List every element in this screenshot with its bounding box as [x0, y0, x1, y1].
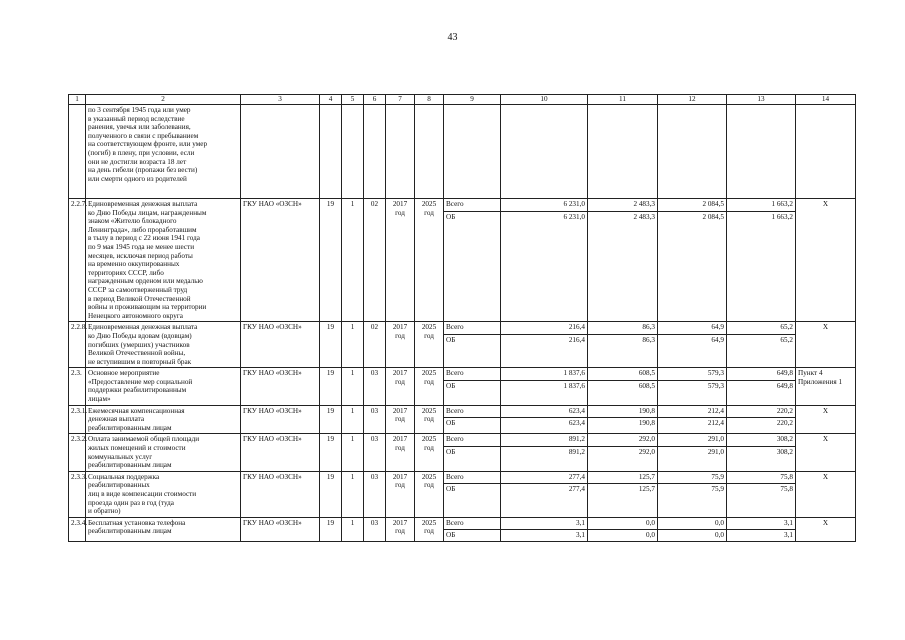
value-total: 2 084,5 — [702, 200, 724, 208]
end-unit: год — [424, 415, 434, 424]
value-budget: 3,1 — [501, 529, 587, 540]
value-budget: 579,3 — [658, 380, 726, 391]
table-row — [69, 322, 856, 368]
start-year: 2017 — [392, 435, 408, 444]
row-col6: 03 — [370, 406, 379, 415]
row-description: по 3 сентября 1945 года или умер в указанный период вследствие ранения, увечья или заболевания, полученного в связи с пребыванием на соответствующем фронте, или умер (погиб) в плену, при условии, если они не достигли возраста 18 лет на день гибели (пропажи без вести) или смерти одного из родителей — [86, 105, 241, 199]
value-budget: 6 231,0 — [501, 211, 587, 222]
value-budget: 292,0 — [588, 446, 657, 457]
row-code: 2.2.7. — [71, 200, 88, 208]
column-header: 7 — [386, 95, 415, 105]
column-header: 9 — [444, 95, 501, 105]
end-year: 2025 — [421, 472, 437, 481]
value-total: 292,0 — [638, 435, 655, 444]
funding-source-budget: ОБ — [444, 380, 500, 391]
start-year: 2017 — [392, 518, 408, 527]
row-description: Бесплатная установка телефона реабилитированным лицам — [88, 518, 186, 536]
value-total: 64,9 — [711, 323, 724, 332]
row-note: X — [822, 472, 829, 481]
table-row — [69, 405, 856, 434]
value-total: 125,7 — [638, 472, 655, 481]
column-header: 14 — [796, 95, 856, 105]
column-header: 6 — [364, 95, 386, 105]
value-total: 623,4 — [568, 406, 585, 415]
value-total: 3,1 — [576, 518, 585, 527]
column-header: 12 — [658, 95, 727, 105]
end-unit: год — [424, 481, 434, 490]
table-row — [69, 368, 856, 405]
value-budget: 2 084,5 — [658, 211, 726, 222]
value-total: 0,0 — [646, 518, 655, 527]
table-row — [69, 434, 856, 471]
funding-source-total: Всего — [446, 323, 464, 332]
row-description: Социальная поддержка реабилитированных лиц в виде компенсации стоимости проезда один раз в год (туда и обратно) — [88, 472, 197, 516]
column-header: 4 — [320, 95, 342, 105]
funding-source-budget: ОБ — [444, 529, 500, 540]
value-total: 891,2 — [568, 435, 585, 444]
row-col5: 1 — [350, 435, 355, 444]
value-budget: 86,3 — [588, 334, 657, 345]
value-total: 86,3 — [642, 323, 655, 332]
row-col4: 19 — [326, 406, 335, 415]
funding-source-budget: ОБ — [444, 446, 500, 457]
row-col4: 19 — [326, 518, 335, 527]
value-budget: 1 663,2 — [727, 211, 795, 222]
row-code: 2.3.3. — [71, 472, 88, 481]
row-note: X — [822, 435, 829, 444]
start-unit: год — [395, 208, 405, 217]
value-budget: 216,4 — [501, 334, 587, 345]
table-row — [69, 471, 856, 517]
start-unit: год — [395, 444, 405, 453]
end-year: 2025 — [421, 435, 437, 444]
funding-source-total: Всего — [446, 200, 464, 208]
value-total: 212,4 — [707, 406, 724, 415]
row-note: Пункт 4 Приложения 1 — [798, 369, 843, 386]
value-total: 216,4 — [568, 323, 585, 332]
row-col4: 19 — [326, 323, 335, 332]
value-budget: 0,0 — [588, 529, 657, 540]
row-code: 2.3. — [71, 369, 82, 378]
column-number-row — [69, 95, 856, 105]
row-executor: ГКУ НАО «ОЗСН» — [243, 472, 302, 481]
value-total: 277,4 — [568, 472, 585, 481]
table-row — [69, 517, 856, 541]
value-total: 1 663,2 — [771, 200, 793, 208]
end-year: 2025 — [421, 369, 437, 378]
funding-source-total: Всего — [446, 472, 464, 481]
end-unit: год — [424, 377, 434, 386]
value-budget: 212,4 — [658, 417, 726, 428]
start-unit: год — [395, 331, 405, 340]
column-header: 10 — [501, 95, 588, 105]
column-header: 2 — [86, 95, 241, 105]
value-budget: 291,0 — [658, 446, 726, 457]
column-header: 3 — [241, 95, 320, 105]
row-executor: ГКУ НАО «ОЗСН» — [243, 323, 302, 332]
row-description: Единовременная денежная выплата ко Дню Победы вдовам (вдовцам) погибших (умерших) участников Великой Отечественной войны, не вступившим в повторный брак — [88, 323, 198, 366]
row-note: X — [822, 323, 829, 332]
start-year: 2017 — [392, 323, 408, 332]
end-year: 2025 — [421, 406, 437, 415]
value-budget: 64,9 — [658, 334, 726, 345]
program-table — [68, 94, 856, 542]
value-budget: 1 837,6 — [501, 380, 587, 391]
row-code: 2.2.8. — [71, 323, 88, 332]
start-unit: год — [395, 527, 405, 536]
row-col4: 19 — [326, 200, 335, 208]
row-col4: 19 — [326, 369, 335, 378]
value-budget: 125,7 — [588, 483, 657, 494]
value-total: 649,8 — [776, 369, 793, 378]
row-executor: ГКУ НАО «ОЗСН» — [243, 518, 302, 527]
value-total: 6 231,0 — [563, 200, 585, 208]
value-total: 579,3 — [707, 369, 724, 378]
row-executor: ГКУ НАО «ОЗСН» — [243, 200, 302, 208]
row-description: Основное мероприятие «Предоставление мер социальной поддержки реабилитированным лицам» — [88, 369, 193, 404]
value-budget: 2 483,3 — [588, 211, 657, 222]
value-total: 75,9 — [711, 472, 724, 481]
value-total: 190,8 — [638, 406, 655, 415]
column-header: 11 — [588, 95, 658, 105]
row-code: 2.3.2. — [71, 435, 88, 444]
page-number: 43 — [447, 32, 458, 43]
column-header: 5 — [342, 95, 364, 105]
value-budget: 649,8 — [727, 380, 795, 391]
end-unit: год — [424, 331, 434, 340]
row-col6: 03 — [370, 435, 379, 444]
column-header: 8 — [415, 95, 444, 105]
funding-source-total: Всего — [446, 369, 464, 378]
funding-source-budget: ОБ — [444, 483, 500, 494]
start-unit: год — [395, 481, 405, 490]
row-executor: ГКУ НАО «ОЗСН» — [243, 435, 302, 444]
value-total: 220,2 — [776, 406, 793, 415]
value-total: 608,5 — [638, 369, 655, 378]
row-col5: 1 — [350, 406, 355, 415]
value-budget: 0,0 — [658, 529, 726, 540]
value-budget: 75,9 — [658, 483, 726, 494]
value-total: 2 483,3 — [633, 200, 655, 208]
start-year: 2017 — [392, 472, 408, 481]
value-budget: 75,8 — [727, 483, 795, 494]
end-year: 2025 — [421, 200, 437, 208]
start-unit: год — [395, 415, 405, 424]
row-col6: 03 — [370, 369, 379, 378]
funding-source-budget: ОБ — [444, 417, 500, 428]
value-budget: 608,5 — [588, 380, 657, 391]
row-description: Оплата занимаемой общей площади жилых помещений и стоимости коммунальных услуг реабилитированным лицам — [88, 435, 200, 470]
row-col5: 1 — [350, 200, 355, 208]
value-budget: 623,4 — [501, 417, 587, 428]
row-col6: 02 — [370, 200, 379, 208]
row-note: X — [822, 518, 829, 527]
row-description: Ежемесячная компенсационная денежная выплата реабилитированным лицам — [88, 406, 185, 432]
table-row — [69, 199, 856, 322]
start-year: 2017 — [392, 200, 408, 208]
row-executor: ГКУ НАО «ОЗСН» — [243, 406, 302, 415]
value-budget: 891,2 — [501, 446, 587, 457]
row-col4: 19 — [326, 472, 335, 481]
end-unit: год — [424, 444, 434, 453]
value-budget: 3,1 — [727, 529, 795, 540]
value-budget: 190,8 — [588, 417, 657, 428]
value-total: 3,1 — [784, 518, 793, 527]
row-col6: 03 — [370, 472, 379, 481]
funding-source-total: Всего — [446, 406, 464, 415]
table-row-continuation — [69, 105, 856, 199]
value-total: 0,0 — [715, 518, 724, 527]
row-code: 2.3.4. — [71, 518, 88, 527]
row-note: X — [822, 406, 829, 415]
funding-source-total: Всего — [446, 518, 464, 527]
end-year: 2025 — [421, 323, 437, 332]
value-total: 308,2 — [776, 435, 793, 444]
row-col5: 1 — [350, 323, 355, 332]
funding-source-budget: ОБ — [444, 211, 500, 222]
value-budget: 65,2 — [727, 334, 795, 345]
end-unit: год — [424, 527, 434, 536]
row-col6: 03 — [370, 518, 379, 527]
value-budget: 308,2 — [727, 446, 795, 457]
value-budget: 220,2 — [727, 417, 795, 428]
end-year: 2025 — [421, 518, 437, 527]
row-col5: 1 — [350, 518, 355, 527]
value-total: 291,0 — [707, 435, 724, 444]
value-budget: 277,4 — [501, 483, 587, 494]
start-unit: год — [395, 377, 405, 386]
value-total: 65,2 — [780, 323, 793, 332]
row-col4: 19 — [326, 435, 335, 444]
funding-source-budget: ОБ — [444, 334, 500, 345]
row-col6: 02 — [370, 323, 379, 332]
row-description: Единовременная денежная выплата ко Дню Победы лицам, награжденным знаком «Жителю блокадного Ленинграда», либо проработавшим в тылу в период с 22 июня 1941 года по 9 мая 1945 года не менее шести месяцев, исключая период работы на временно оккупированных территориях СССР, либо награжденным орденом или медалью СССР за самоотверженный труд в период Великой Отечественной войны и проживающим на территории Ненецкого автономного округа — [88, 200, 207, 320]
column-header: 13 — [727, 95, 796, 105]
value-total: 1 837,6 — [563, 369, 585, 378]
row-code: 2.3.1. — [71, 406, 88, 415]
end-unit: год — [424, 208, 434, 217]
row-note: X — [822, 200, 829, 208]
funding-source-total: Всего — [446, 435, 464, 444]
row-executor: ГКУ НАО «ОЗСН» — [243, 369, 302, 378]
row-col5: 1 — [350, 472, 355, 481]
column-header: 1 — [69, 95, 86, 105]
row-col5: 1 — [350, 369, 355, 378]
start-year: 2017 — [392, 369, 408, 378]
value-total: 75,8 — [780, 472, 793, 481]
start-year: 2017 — [392, 406, 408, 415]
